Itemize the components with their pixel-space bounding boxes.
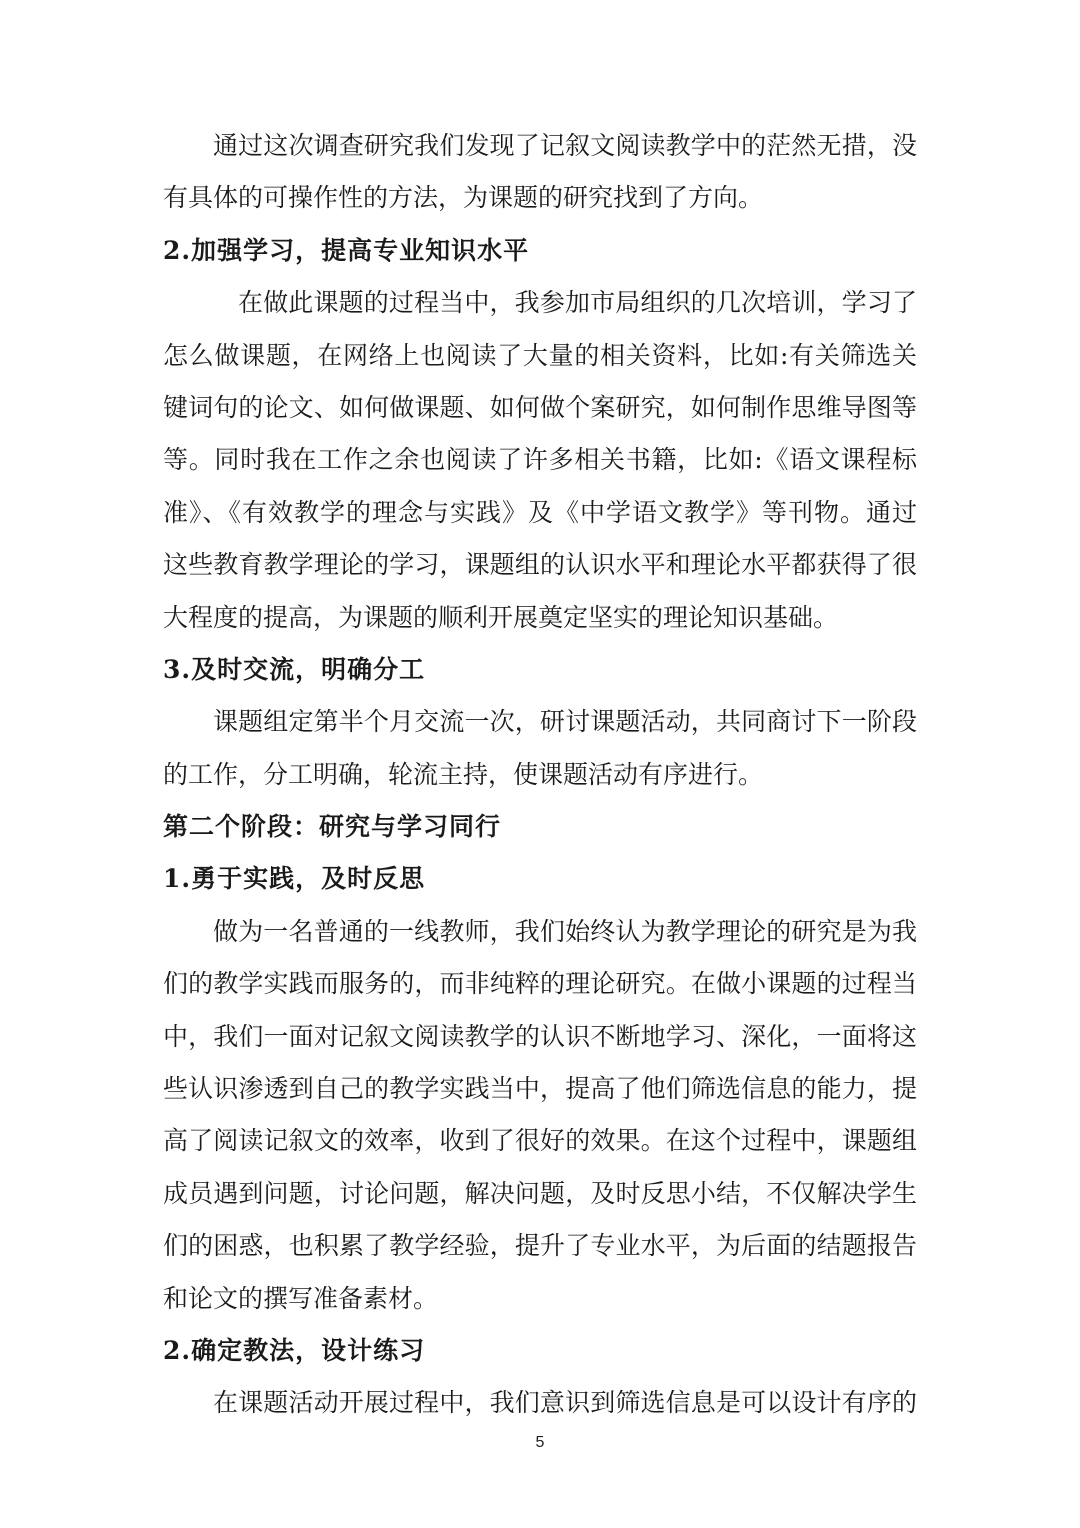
paragraph-line: 大程度的提高，为课题的顺利开展奠定坚实的理论知识基础。: [163, 602, 839, 632]
paragraph-line: 通过这次调查研究我们发现了记叙文阅读教学中的茫然无措，没: [213, 131, 917, 160]
section-heading: 1.勇于实践，及时反思: [163, 864, 426, 894]
paragraph-line: 高了阅读记叙文的效率，收到了很好的效果。在这个过程中，课题组: [163, 1126, 917, 1156]
paragraph-line: 这些教育教学理论的学习，课题组的认识水平和理论水平都获得了很: [163, 550, 917, 580]
paragraph-line: 键词句的论文、如何做课题、如何做个案研究，如何制作思维导图等: [163, 392, 917, 422]
paragraph-line: 些认识渗透到自己的教学实践当中，提高了他们筛选信息的能力，提: [163, 1074, 917, 1104]
paragraph-line: 做为一名普通的一线教师，我们始终认为教学理论的研究是为我: [213, 916, 917, 946]
section-heading: 2.确定教法，设计练习: [163, 1335, 426, 1365]
section-heading: 2.加强学习，提高专业知识水平: [163, 235, 530, 265]
paragraph-line: 们的教学实践而服务的，而非纯粹的理论研究。在做小课题的过程当: [163, 969, 917, 999]
paragraph-line: 等。同时我在工作之余也阅读了许多相关书籍，比如:《语文课程标: [163, 445, 917, 475]
paragraph-line: 准》、《有效教学的理念与实践》及《中学语文教学》等刊物。通过: [163, 497, 917, 527]
paragraph-line: 中，我们一面对记叙文阅读教学的认识不断地学习、深化，一面将这: [163, 1021, 917, 1051]
section-heading: 第二个阶段：研究与学习同行: [163, 812, 502, 842]
paragraph-line: 和论文的撰写准备素材。: [163, 1283, 439, 1313]
paragraph-line: 怎么做课题，在网络上也阅读了大量的相关资料，比如:有关筛选关: [163, 340, 917, 370]
paragraph-line: 在做此课题的过程当中，我参加市局组织的几次培训，学习了: [238, 288, 917, 318]
paragraph-line: 在课题活动开展过程中，我们意识到筛选信息是可以设计有序的: [213, 1388, 917, 1418]
document-body: [163, 120, 917, 1430]
paragraph-line: 成员遇到问题，讨论问题，解决问题，及时反思小结，不仅解决学生: [163, 1178, 917, 1208]
section-heading: 3.及时交流，明确分工: [163, 654, 426, 684]
paragraph-line: 们的困惑，也积累了教学经验，提升了专业水平，为后面的结题报告: [163, 1231, 917, 1261]
page-number: 5: [535, 1434, 545, 1451]
paragraph-line: 的工作，分工明确，轮流主持，使课题活动有序进行。: [163, 759, 764, 789]
paragraph-line: 有具体的可操作性的方法，为课题的研究找到了方向。: [163, 183, 764, 213]
paragraph-line: 课题组定第半个月交流一次，研讨课题活动，共同商讨下一阶段: [213, 707, 917, 737]
